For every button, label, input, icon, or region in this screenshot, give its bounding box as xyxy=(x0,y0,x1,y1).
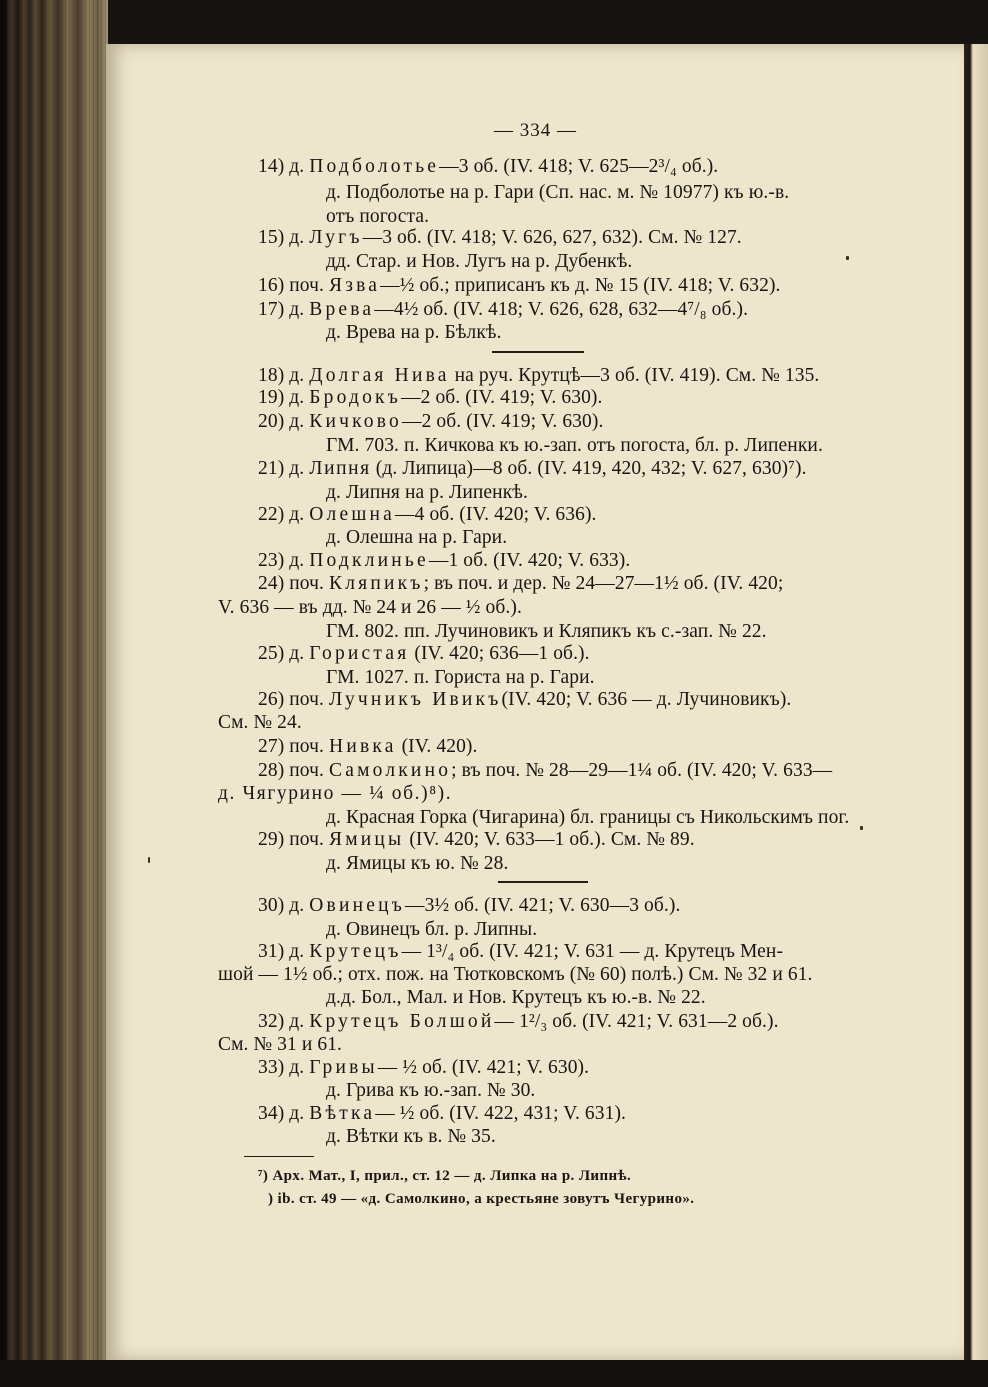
place-name: Крутецъ xyxy=(309,941,402,962)
ink-speck xyxy=(846,256,849,260)
entry-number: 15) д. xyxy=(258,227,305,248)
entry-number: 28) поч. xyxy=(258,760,325,781)
entry-note: д. Грива къ ю.-зап. № 30. xyxy=(326,1080,536,1101)
section-divider xyxy=(498,881,588,883)
entry-17 xyxy=(258,298,748,322)
entry-note: д. Вѣтки къ в. № 35. xyxy=(326,1126,496,1147)
entry-number: 20) д. xyxy=(258,411,305,432)
entry-details: на руч. Крутцѣ—3 об. (IV. 419). См. № 135. xyxy=(454,365,820,386)
place-name: Самолкино xyxy=(329,760,452,781)
entry-30 xyxy=(258,894,680,918)
entry-details: —3 об. (IV. 418; V. 625—2³/₄ об.). xyxy=(439,156,719,177)
entry-25 xyxy=(258,642,590,666)
entry-number: 30) д. xyxy=(258,895,305,916)
entry-details: (IV. 420; V. 633—1 об.). См. № 89. xyxy=(409,829,695,850)
entry-22 xyxy=(258,503,597,527)
entry-number: 32) д. xyxy=(258,1011,305,1032)
place-name: Лугъ xyxy=(309,227,363,248)
entry-details: — 1³/₄ об. (IV. 421; V. 631 — д. Крутецъ Мен- xyxy=(401,941,784,962)
place-name: Олешна xyxy=(309,504,396,525)
entry-number: 22) д. xyxy=(258,504,305,525)
entry-20 xyxy=(258,410,603,434)
entry-note: ГМ. 703. п. Кичкова къ ю.-зап. отъ погоста, бл. р. Липенки. xyxy=(326,435,823,456)
entry-note: д.д. Бол., Мал. и Нов. Крутецъ къ ю.-в. № 22. xyxy=(326,987,706,1008)
entry-details: —1 об. (IV. 420; V. 633). xyxy=(428,550,631,571)
entry-29 xyxy=(258,828,695,852)
entry-continuation: V. 636 — въ дд. № 24 и 26 — ½ об.). xyxy=(218,597,522,618)
entry-number: 27) поч. xyxy=(258,736,325,757)
entry-continuation: См. № 31 и 61. xyxy=(218,1034,343,1055)
entry-note: д. Ямицы къ ю. № 28. xyxy=(326,853,509,874)
ink-speck xyxy=(860,826,863,830)
entry-14 xyxy=(258,155,718,179)
entry-details: — ½ об. (IV. 422, 431; V. 631). xyxy=(375,1103,627,1124)
place-name: Гривы xyxy=(309,1057,378,1078)
place-name: Язва xyxy=(329,275,381,296)
entry-continuation: шой — 1½ об.; отх. пож. на Тютковскомъ (№ 60) полѣ.) См. № 32 и 61. xyxy=(218,964,813,985)
place-name: Липня xyxy=(309,458,371,479)
entry-note: ГМ. 1027. п. Гориста на р. Гари. xyxy=(326,667,595,688)
entry-continuation: д. Чягурино — ¼ об.)⁸). xyxy=(218,783,453,804)
entry-number: 18) д. xyxy=(258,365,305,386)
entry-note: д. Врева на р. Бѣлкѣ. xyxy=(326,322,502,343)
place-name: Вѣтка xyxy=(309,1103,376,1124)
place-name: Гористая xyxy=(309,643,410,664)
place-name: Долгая Нива xyxy=(309,365,450,386)
footnote-7: ⁷) Арх. Мат., I, прил., ст. 12 — д. Липка на р. Липнѣ. xyxy=(258,1168,632,1184)
entry-details: (IV. 420; 636—1 об.). xyxy=(414,643,590,664)
place-name: Врева xyxy=(309,299,375,320)
entry-details: ; въ поч. № 28—29—1¼ об. (IV. 420; V. 633— xyxy=(451,760,833,781)
entry-number: 24) поч. xyxy=(258,573,325,594)
entry-33 xyxy=(258,1056,589,1080)
entry-note: д. Олешна на р. Гари. xyxy=(326,527,508,548)
place-name: Кичково xyxy=(309,411,402,432)
entry-31 xyxy=(258,940,783,964)
entry-details: — 1²/₃ об. (IV. 421; V. 631—2 об.). xyxy=(494,1011,779,1032)
entry-number: 33) д. xyxy=(258,1057,305,1078)
entry-23 xyxy=(258,549,630,573)
entry-number: 34) д. xyxy=(258,1103,305,1124)
entry-number: 17) д. xyxy=(258,299,305,320)
entry-details: —3 об. (IV. 418; V. 626, 627, 632). См. № 127. xyxy=(362,227,742,248)
place-name: Ямицы xyxy=(329,829,405,850)
entry-number: 21) д. xyxy=(258,458,305,479)
place-name: Овинецъ xyxy=(309,895,405,916)
entry-details: —2 об. (IV. 419; V. 630). xyxy=(401,411,604,432)
entry-details: —4 об. (IV. 420; V. 636). xyxy=(395,504,597,525)
place-name: Нивка xyxy=(329,736,397,757)
place-name: Подболотье xyxy=(309,156,440,177)
entry-number: 23) д. xyxy=(258,550,305,571)
entry-number: 25) д. xyxy=(258,643,305,664)
entry-number: 26) поч. xyxy=(258,689,325,710)
entry-note: дд. Стар. и Нов. Лугъ на р. Дубенкѣ. xyxy=(326,251,633,272)
place-name: Подклинье xyxy=(309,550,429,571)
entry-28 xyxy=(258,759,832,783)
entry-details: (д. Липица)—8 об. (IV. 419, 420, 432; V. 627, 630)⁷). xyxy=(375,458,807,479)
entry-details: —2 об. (IV. 419; V. 630). xyxy=(401,387,603,408)
entry-note: ГМ. 802. пп. Лучиновикъ и Кляпикъ къ с.-зап. № 22. xyxy=(326,621,767,642)
entry-24 xyxy=(258,572,783,596)
entry-note: д. Красная Горка (Чигарина) бл. границы съ Никольскимъ пог. xyxy=(326,807,850,828)
entry-27 xyxy=(258,735,478,759)
footnote-8: ) ib. ст. 49 — «д. Самолкино, а крестьяне зовутъ Чегурино». xyxy=(268,1191,695,1207)
entry-details: (IV. 420; V. 636 — д. Лучиновикъ). xyxy=(501,689,792,710)
entry-18 xyxy=(258,364,819,388)
place-name: Крутецъ Болшой xyxy=(309,1011,495,1032)
entry-21 xyxy=(258,457,807,481)
entry-details: — ½ об. (IV. 421; V. 630). xyxy=(377,1057,590,1078)
entry-note: отъ погоста. xyxy=(326,206,430,227)
footnote-rule xyxy=(244,1156,314,1157)
place-name: Бродокъ xyxy=(309,387,402,408)
entry-note: д. Овинецъ бл. р. Липны. xyxy=(326,919,538,940)
entry-note: д. Подболотье на р. Гари (Сп. нас. м. № 10977) къ ю.-в. xyxy=(326,182,790,203)
place-name: Лучникъ Ивикъ xyxy=(329,689,502,710)
section-divider xyxy=(492,351,584,353)
entry-number: 14) д. xyxy=(258,156,305,177)
page-number: — 334 — xyxy=(494,120,577,141)
entry-number: 19) д. xyxy=(258,387,305,408)
entry-details: —3½ об. (IV. 421; V. 630—3 об.). xyxy=(405,895,681,916)
entry-15 xyxy=(258,226,742,250)
entry-number: 29) поч. xyxy=(258,829,325,850)
ink-speck xyxy=(148,857,150,863)
entry-19 xyxy=(258,386,603,410)
entry-details: (IV. 420). xyxy=(401,736,478,757)
entry-note: д. Липня на р. Липенкѣ. xyxy=(326,482,528,503)
entry-number: 31) д. xyxy=(258,941,305,962)
entry-34 xyxy=(258,1102,626,1126)
entry-32 xyxy=(258,1010,779,1034)
entry-details: —4½ об. (IV. 418; V. 626, 628, 632—4⁷/₈ об.). xyxy=(374,299,749,320)
place-name: Кляпикъ xyxy=(329,573,424,594)
entry-details: —½ об.; приписанъ къ д. № 15 (IV. 418; V. 632). xyxy=(380,275,781,296)
entry-number: 16) поч. xyxy=(258,275,325,296)
entry-details: ; въ поч. и дер. № 24—27—1½ об. (IV. 420; xyxy=(423,573,784,594)
entry-continuation: См. № 24. xyxy=(218,712,302,733)
entry-26 xyxy=(258,688,791,712)
entry-16 xyxy=(258,274,781,298)
